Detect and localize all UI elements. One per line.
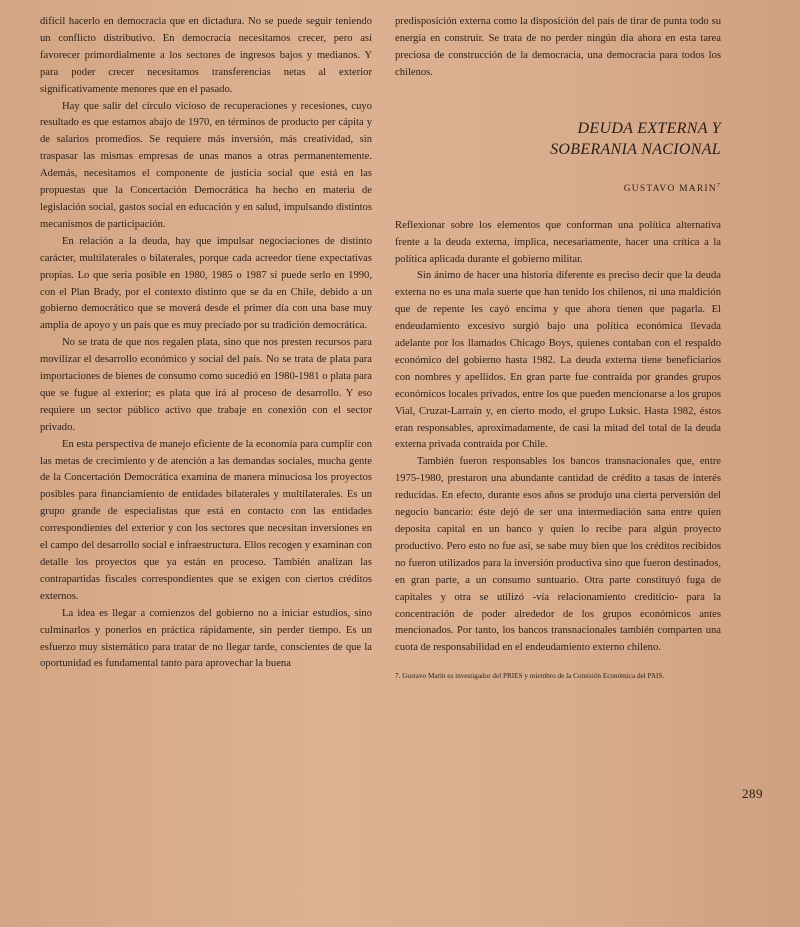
paragraph: Hay que salir del círculo vicioso de recuperaciones y recesiones, cuyo resultado es que estamos abajo de 1970, en términos de producto per cápita y de salarios promedios. Se requiere más inversión, más creatividad, sin traspasar las mismas empresas de unas manos a otras permanentemente. Además, necesitamos el componente de justicia social que está en las propuestas que la Concertación Democrática ha hecho en materia de legislación social, gastos social en educación y en salud, impulsando distintos mecanismos de participación. xyxy=(40,100,372,230)
article-author xyxy=(395,178,721,198)
left-column xyxy=(40,14,372,673)
footnote: 7. Gustavo Marín es investigador del PRIES y miembro de la Comisión Económica del PAIS. xyxy=(395,672,665,681)
paragraph: La idea es llegar a comienzos del gobierno no a iniciar estudios, sino culminarlos y ponerlos en práctica rápidamente, sin perder tiempo. Es un esfuerzo muy sistemático para tratar de no llegar tarde, conscientes de que la oportunidad es fundamental tanto para aprovechar la buena xyxy=(40,607,372,670)
paragraph: difícil hacerlo en democracia que en dictadura. No se puede seguir teniendo un conflicto distributivo. En democracia necesitamos crecer, pero así favorecer primordialmente a los sectores de ingresos bajos y medianos. Y para poder crecer necesitamos transferencias netas al exterior significativamente menores que en el pasado. xyxy=(40,16,372,95)
paragraph: Sin ánimo de hacer una historia diferente es preciso decir que la deuda externa no es una mala suerte que han tenido los chilenos, ni una maldición que de repente les cayó encima y que ahora tienen que pagarla. El endeudamiento excesivo surgió bajo una política económica llevada adelante por los llamados Chicago Boys, quienes contaban con el respaldo económico del gobierno hasta 1982. La deuda externa tiene beneficiarios con nombres y apellidos. En gran parte fue contraída por grandes grupos económicos locales privados, entre los que pueden mencionarse a los grupos Vial, Cruzat-Larraín y, en cierto modo, el grupo Luksic. Hasta 1982, éstos eran responsables, aproximadamente, de casi la mitad del total de la deuda externa privada contraída por Chile. xyxy=(395,270,721,451)
paragraph: Reflexionar sobre los elementos que conforman una política alternativa frente a la deuda externa, implica, necesariamente, hacer una crítica a la política aplicada durante el gobierno militar. xyxy=(395,219,721,265)
article-title xyxy=(395,118,721,160)
paragraph: También fueron responsables los bancos transnacionales que, entre 1975-1980, prestaron una abundante cantidad de crédito a tasas de interés reducidas. En efecto, durante esos años se produjo una cierta perversión del negocio bancario: éste dejó de ser una intermediación sana entre quien deposita capital en un banco y quien lo recibe para algún proyecto productivo. Pero esto no fue así, se sabe muy bien que los créditos recibidos no fueron utilizados para la inversión productiva sino que fueron destinados, en gran parte, a un consumo suntuario. Otra parte constituyó fuga de capitales y otra se utilizó -vía relacionamiento crediticio- para la concentración de poder alrededor de los grupos económicos antes mencionados. Por tanto, los bancos transnacionales también comparten una cuota de responsabilidad en el endeudamiento externo chileno. xyxy=(395,456,721,654)
page-number: 289 xyxy=(742,786,763,801)
paragraph: En relación a la deuda, hay que impulsar negociaciones de distinto carácter, multilaterales o bilaterales, porque cada acreedor tiene expectativas propias. Lo que sería posible en 1980, 1985 o 1987 sí puede serlo en 1990, con el Plan Brady, por el contexto distinto que se da en Chile, debido a un gobierno democrático que se moverá desde el primer día con una base muy amplia de apoyo y un país que es muy preciado por su tradición democrática. xyxy=(40,235,372,332)
paragraph: predisposición externa como la disposición del país de tirar de punta todo su energía en construir. Se trata de no perder ningún día ahora en esta tarea preciosa de construcción de la democracia, una democracia para todos los chilenos. xyxy=(395,16,721,78)
article-title-line: DEUDA EXTERNA Y xyxy=(577,119,721,137)
article-title-line: SOBERANIA NACIONAL xyxy=(550,140,721,158)
author-footnote-mark: 7 xyxy=(716,182,721,189)
paragraph: En esta perspectiva de manejo eficiente de la economía para cumplir con las metas de crecimiento y de atención a las demandas sociales, mucha gente de la Concertación Democrática examina de manera minuciosa los proyectos posibles para financiamiento de entidades bilaterales y multilaterales. Es un grupo grande de especialistas que está en contacto con las entidades correspondientes del exterior y con los sectores que necesitan inversiones en el campo del desarrollo social e infraestructura. Ellos recogen y examinan con detalle los proyectos que ya están en proceso. También analizan las contrapartidas fiscales correspondientes que se exigen con ciertos créditos externos. xyxy=(40,438,372,602)
paragraph: No se trata de que nos regalen plata, sino que nos presten recursos para movilizar el desarrollo económico y social del país. No se trata de plata para importaciones de bienes de consumo como sucedió en 1980-1981 o plata para que se fugue al exterior; es plata que irá al proceso de desarrollo. Y eso requiere un sector público activo que trabaje en conexión con el sector privado. xyxy=(40,337,372,433)
author-name: GUSTAVO MARIN xyxy=(623,183,717,194)
right-column xyxy=(395,14,721,682)
